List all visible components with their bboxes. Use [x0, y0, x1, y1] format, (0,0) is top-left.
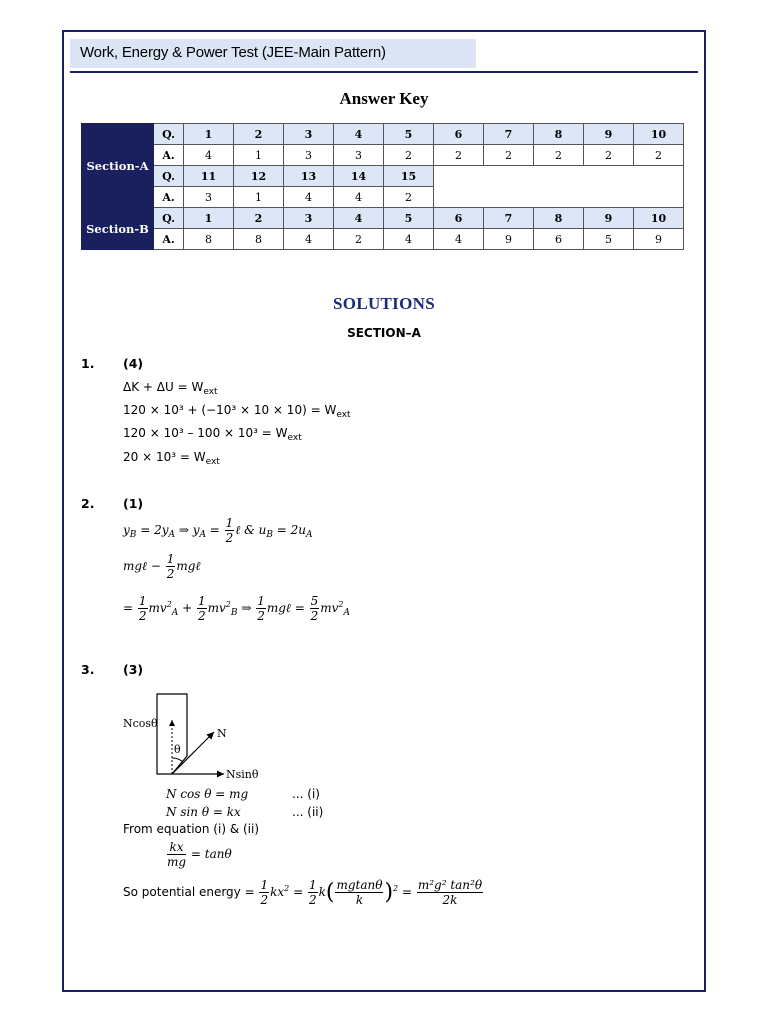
numerator: mgtanθ: [336, 878, 383, 892]
table-row: [82, 124, 684, 145]
cell: 2: [334, 229, 384, 250]
denominator: 2: [197, 609, 206, 623]
eq-sub: A: [168, 530, 176, 540]
denominator: 2: [310, 609, 319, 623]
eq-text: mv: [320, 601, 339, 615]
cell: 7: [484, 124, 534, 145]
answer-key-table: [81, 123, 684, 250]
text-line: From equation (i) & (ii): [123, 822, 260, 836]
eq-text: So potential energy =: [123, 885, 259, 899]
numerator: m²g² tan²θ: [417, 878, 483, 892]
cell: 9: [484, 229, 534, 250]
table-row: [82, 166, 684, 187]
eq-text: 120 × 10³ + (−10³ × 10 × 10) = W: [123, 403, 337, 417]
fraction: [166, 552, 176, 581]
denominator: 2: [138, 609, 147, 623]
cell: 5: [584, 229, 634, 250]
fraction: [310, 594, 320, 623]
cell: 2: [584, 145, 634, 166]
eq-text: 120 × 10³ – 100 × 10³ = W: [123, 426, 288, 440]
eq-text: 20 × 10³ = W: [123, 450, 206, 464]
denominator: k: [355, 893, 364, 907]
numerator: 1: [197, 594, 206, 608]
numerator: kx: [167, 840, 186, 855]
cell: 2: [384, 145, 434, 166]
cell: 1: [234, 145, 284, 166]
section-b-label: Section-B: [82, 208, 154, 250]
equation-line: [123, 552, 200, 581]
question-answer: (4): [123, 356, 144, 371]
cell: 3: [184, 187, 234, 208]
eq-sub: A: [199, 530, 206, 540]
eq-text: =: [289, 885, 307, 899]
denominator: 2: [257, 609, 265, 623]
cell: 3: [334, 145, 384, 166]
equation-line: [123, 450, 220, 467]
eq-sub: ext: [205, 457, 220, 467]
fraction: [197, 594, 207, 623]
eq-text: ℓ & u: [235, 523, 267, 537]
eq-sub: B: [266, 530, 273, 540]
theta-label: θ: [174, 743, 181, 756]
eq-sup: 2: [338, 600, 344, 609]
eq-sub: ext: [287, 433, 302, 443]
fraction: [308, 878, 318, 907]
solutions-title: SOLUTIONS: [333, 294, 435, 313]
eq-text: mv: [207, 601, 226, 615]
cell: 2: [234, 124, 284, 145]
numerator: 1: [260, 878, 269, 892]
a-label: A.: [154, 187, 184, 208]
eq-text: mv: [148, 601, 167, 615]
cell: 3: [284, 145, 334, 166]
cell: 2: [384, 187, 434, 208]
denominator: 2: [225, 531, 234, 545]
equation-line: N sin θ = kx: [166, 805, 241, 819]
cell: 8: [234, 229, 284, 250]
cell: 12: [234, 166, 284, 187]
eq-text: k: [318, 885, 326, 899]
eq-sub: A: [306, 530, 313, 540]
fraction: [335, 878, 383, 907]
equation-tag: ... (ii): [292, 805, 324, 819]
table-row: [82, 208, 684, 229]
numerator: 1: [257, 594, 265, 608]
cell: 1: [184, 124, 234, 145]
eq-text: mgℓ −: [123, 559, 165, 573]
cell: 4: [284, 187, 334, 208]
nsin-label: Nsinθ: [226, 768, 259, 781]
q-label: Q.: [154, 124, 184, 145]
cell: 9: [584, 124, 634, 145]
cell: 8: [534, 208, 584, 229]
header-title: Work, Energy & Power Test (JEE-Main Pattern): [80, 44, 386, 61]
eq-sub: A: [171, 608, 179, 618]
cell: 4: [334, 187, 384, 208]
cell: 2: [484, 145, 534, 166]
eq-sup: 2: [166, 600, 172, 609]
cell: 10: [634, 208, 684, 229]
cell: 5: [384, 208, 434, 229]
eq-text: =: [205, 523, 224, 537]
equation-line: [123, 403, 351, 420]
cell: 4: [334, 124, 384, 145]
fraction: [417, 878, 483, 907]
section-a-label: Section-A: [82, 124, 154, 208]
cell: 1: [184, 208, 234, 229]
eq-sub: ext: [336, 410, 351, 420]
a-label: A.: [154, 145, 184, 166]
eq-text: mgℓ: [176, 559, 201, 573]
denominator: 2: [260, 893, 269, 907]
eq-sup: 2: [284, 884, 290, 893]
cell: 15: [384, 166, 434, 187]
equation-line: N cos θ = mg: [166, 787, 249, 801]
fraction: [256, 594, 266, 623]
cell: 2: [634, 145, 684, 166]
eq-sup: 2: [393, 884, 399, 893]
equation-line: [166, 840, 232, 869]
denominator: mg: [167, 855, 187, 869]
cell: 4: [184, 145, 234, 166]
eq-text: mgℓ =: [266, 601, 309, 615]
cell: 5: [384, 124, 434, 145]
equation-line: [123, 516, 313, 545]
fraction: [225, 516, 235, 545]
angle-arc: [172, 758, 183, 762]
question-number: 2.: [81, 496, 95, 511]
cell: 13: [284, 166, 334, 187]
cell: 6: [434, 208, 484, 229]
q-label: Q.: [154, 166, 184, 187]
eq-text: kx: [270, 885, 285, 899]
numerator: 1: [166, 552, 175, 566]
cell: 1: [234, 187, 284, 208]
q-label: Q.: [154, 208, 184, 229]
cell: 3: [284, 124, 334, 145]
table-row: [82, 229, 684, 250]
question-number: 3.: [81, 662, 95, 677]
cell: 10: [634, 124, 684, 145]
denominator: 2: [166, 567, 175, 581]
eq-text: = tanθ: [187, 847, 232, 861]
section-heading: SECTION–A: [347, 326, 421, 340]
equation-line: [123, 380, 218, 397]
eq-sub: B: [230, 608, 238, 618]
denominator: 2: [308, 893, 317, 907]
equation-tag: ... (i): [292, 787, 320, 801]
eq-text: y: [123, 523, 130, 537]
eq-text: =: [398, 885, 416, 899]
cell: 8: [184, 229, 234, 250]
cell: 2: [234, 208, 284, 229]
numerator: 1: [225, 516, 234, 530]
eq-text: ⇒: [237, 601, 256, 615]
eq-sup: 2: [225, 600, 231, 609]
empty-cell: [434, 166, 684, 208]
cell: 14: [334, 166, 384, 187]
cell: 4: [384, 229, 434, 250]
numerator: 1: [138, 594, 147, 608]
question-answer: (3): [123, 662, 144, 677]
table-row: [82, 145, 684, 166]
cell: 4: [334, 208, 384, 229]
eq-sub: B: [129, 530, 137, 540]
eq-sub: A: [343, 608, 350, 618]
fraction: [259, 878, 269, 907]
cell: 9: [634, 229, 684, 250]
eq-text: = 2u: [272, 523, 307, 537]
cell: 4: [284, 229, 334, 250]
answer-key-title: Answer Key: [339, 89, 429, 108]
cell: 2: [434, 145, 484, 166]
cell: 6: [534, 229, 584, 250]
cell: 9: [584, 208, 634, 229]
ncos-label: Ncosθ: [123, 717, 158, 730]
fraction: [138, 594, 148, 623]
a-label: A.: [154, 229, 184, 250]
cell: 2: [534, 145, 584, 166]
equation-line: [123, 594, 350, 623]
denominator: 2k: [442, 893, 458, 907]
eq-text: = 2y: [136, 523, 169, 537]
fraction: [167, 840, 186, 869]
eq-text: +: [178, 601, 196, 615]
eq-text: =: [123, 601, 137, 615]
eq-text: ⇒ y: [175, 523, 200, 537]
n-label: N: [217, 727, 227, 740]
cell: 6: [434, 124, 484, 145]
numerator: 1: [308, 878, 317, 892]
eq-text: ΔK + ΔU = W: [123, 380, 204, 394]
cell: 7: [484, 208, 534, 229]
question-answer: (1): [123, 496, 144, 511]
cell: 8: [534, 124, 584, 145]
eq-sub: ext: [203, 387, 218, 397]
cell: 4: [434, 229, 484, 250]
equation-line: So potential energy = $\frac{1}{2}$ $kx^2$ = $\frac{1}{2}$ k( $\frac{mgtan\theta}{k}$ )$^2$ = $\frac{\text{m²g² tan²θ}}{2k}$: [123, 878, 483, 907]
cell: 11: [184, 166, 234, 187]
equation-line: [123, 426, 302, 443]
cell: 3: [284, 208, 334, 229]
numerator: 5: [310, 594, 319, 608]
header-rule: [70, 71, 698, 73]
question-number: 1.: [81, 356, 95, 371]
